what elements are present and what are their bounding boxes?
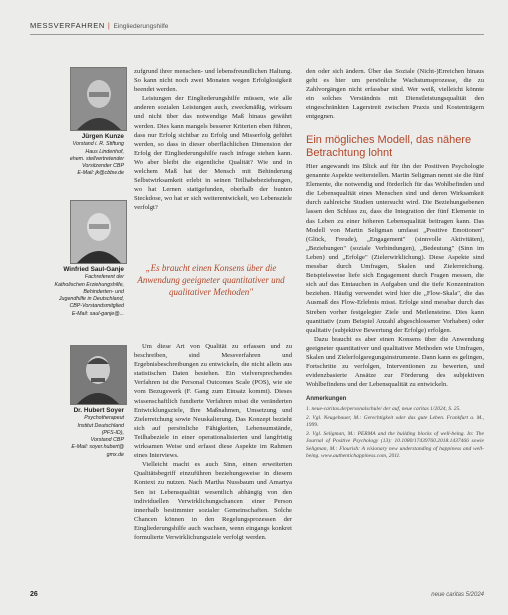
author-name: Dr. Hubert Soyer xyxy=(73,407,124,414)
bio-line: Vorstand CBP xyxy=(90,437,124,444)
section-title: MESSVERFAHREN xyxy=(30,21,105,30)
bio-line: Institut Deutschland xyxy=(77,422,124,429)
section-subtitle: Eingliederungshilfe xyxy=(113,23,169,30)
magazine-issue: neue caritas 5/2024 xyxy=(431,592,484,598)
running-header xyxy=(30,21,168,30)
paragraph: Leistungen der Eingliederungshilfe müssen, wie alle anderen sozialen Leistungen auch, zweckmäßig, wirksam und nicht über das notwendige Maß hinaus gewährt werden. Dies kann mangels besserer Kriterien eben führen, dass nur Erfolg sichtbar zu Erfolg und Misserfolg geführt werden, so dass in dieser oberflächlichen Dimension der Erfolg der Eingliederungshilfe rasch infrage stehen kann. Wo aber bleibt die eigentliche Qualität? Wie und in welchem Maß hat der Mensch mit Behinderung Selbstwirksamkeit erlebt in seinen Teilhabebeziehungen, wo hat Lernen stattgefunden, oberhalb der bunten Steckdose, wo hat er sich weiterentwickelt, wo Lebensziele verfolgt? xyxy=(134,95,292,212)
page-number: 26 xyxy=(30,591,38,598)
footnote: 1. neue-caritas.de/personalschule/ der auf, neue caritas 1/2024, S. 25. xyxy=(306,406,461,413)
author-photo-soyer xyxy=(70,345,127,405)
header-rule xyxy=(30,34,484,35)
author-name: Jürgen Kunze xyxy=(81,133,124,140)
bio-line: Vorsitzender CBP xyxy=(82,163,124,170)
author-name: Winfried Saul-Ganje xyxy=(63,266,124,273)
bio-line: Katholischen Erziehungshilfe, xyxy=(54,281,124,288)
bio-line: Behinderten- und xyxy=(83,288,124,295)
paragraph: Dazu braucht es aber einen Konsens über die Anwendung geeigneter quantitativer und qualitativer Methoden wie Umfragen, Skalen und Zielerfolgsregungsinstrumente. Dann kann es gelingen, Fortschritte zu verfolgen, Interventionen zu bewerten, und evidenzbasierte Ansätze zur Förderung des subjektiven Wohlbefindens und der Lebensqualität zu entwickeln. xyxy=(306,335,484,389)
bio-line: Haus Lindenhof, xyxy=(85,148,124,155)
paragraph: Um diese Art von Qualität zu erfassen und zu beschreiben, sind Messverfahren und Ergebnisbeschreibungen zu entwickeln, die nicht allein aus statistischen Daten bestehen. Ein vielversprechendes Verfahren ist die Personal Outcomes Scale (POS), wie sie vom Bezugswerk (F. Gang zum Einsatz kommt). Dieses wissenschaftlich fundierte Verfahren misst die veränderten Entwicklungsziele, Ihre Maßnahmen, Umsetzung und Zielerreichung sowie Neuskalierung. Das Konzept bezieht sich auf persönliche Fähigkeiten, Lebensumstände, Teilhabeziele in einer operationalisierten und langfristig wirksamen Weise und erfasst diese Aspekte im Rahmen eines Interviews. xyxy=(134,343,292,460)
bio-line: Fachreferent der xyxy=(84,274,124,281)
section-heading: Ein mögliches Modell, das nähere Betrachtung lohnt xyxy=(306,134,472,159)
bio-line: CBP-Vorstandsmitglied xyxy=(69,303,124,310)
paragraph: zufgrund ihrer menschen- und lebensfreundlichen Haltung. So kann nicht noch zwei Monaten wegen Erfolglosigkeit beendet werden. xyxy=(134,68,292,94)
author-photo-kunze xyxy=(70,67,127,131)
column-2-body xyxy=(306,162,484,462)
author-photo-saul-ganje xyxy=(70,200,127,264)
bio-line: E-Mail: jk@cbbw.de xyxy=(77,170,124,177)
bio-line: E-Mail: soyer.hubert@ xyxy=(71,444,124,451)
header-separator: | xyxy=(107,21,111,30)
author-bio-kunze xyxy=(30,133,124,178)
bio-line: Vorstand i. R. Stiftung xyxy=(72,141,124,148)
notes-title: Anmerkungen xyxy=(306,396,347,403)
bio-line: (PFS-ID), xyxy=(101,429,124,436)
author-bio-saul-ganje xyxy=(30,266,124,318)
paragraph: Hier angewandt ins Blick auf für ihn der Positiven Psychologie genannte Aspekte weiterstellen. Martin Seligman nennt sie die fünf Elemente, die notwendig und förderlich für das Wohlbefinden und die Lebensqualität eines Menschen sind und deren Wirksamkeit durch zahlreiche Studien untersucht wird. Die Beziehungsebenen lassen den Schluss zu, dass die Integration der fünf Elemente in das Leben zu einer höheren Lebensqualität beitragen kann. Das Modell von Martin Seligman umfasst „Positive Emotionen" (Glück, Freude), „Engagement" (sinnvolle Aktivitäten), „Beziehungen" (soziale Verbindungen), „Bedeutung" (Sinn im Leben) und „Erfolge" (Zielerwirklichung). Diese Aspekte sind messbar durch Umfragen, Skalen und Zielerreichung. Beispielsweise liefe sich Engagement durch Fragen messen, die sich auf das Eintauchen in Aufgaben und die tiefe Konzentration beziehen. Häufig verwendet wird hier die „Flow-Skala", die das Ausmaß des Flow-Erlebnis misst. Erfolge sind messbar durch das Streben vorher festgelegter Ziele und Meilensteine. Dies kann quantitativ (zum Beispiel Anzahl abgeschlossener Vorhaben) oder qualitativ (subjektive Bewertung der Erfolge) erfolgen. xyxy=(306,163,484,334)
author-bio-soyer xyxy=(30,407,124,459)
pull-quote: „Es braucht einen Konsens über die Anwendung geeigneter quantitativer und qualitativer Methoden" xyxy=(137,263,285,297)
column-1-bottom xyxy=(134,342,292,542)
bio-line: ehem. stellvertretender xyxy=(69,155,124,162)
paragraph: Vielleicht macht es auch Sinn, einen erweiterten Qualitätsbegriff einzuführen beziehungsweise in diesem Kontext zu nutzen. Nach Martha Nussbaum und Amartya Sen ist Lebensqualität wesentlich abhängig von den individuellen Verwirklichungschancen einer Person innerhalb bestimmter sozialer Gemeinschaften. Solche Chancen können in den Regelungsprozessen der Eingliederungshilfe auch wachsen, wenn eingangs konkret formulierte Verwirklichungsziele verfolgt werden. xyxy=(134,461,292,541)
paragraph: den oder sich ändern. Über das Soziale (Nicht-)Erreichen hinaus geht es hier um persönliche Wachstumsprozesse, die zu Zahlvorgängen nicht erfassbar sind. Wer weiß, vielleicht könnte ein solches Verständnis mit Dienstleistungsqualität den eingeschränkten Lagerstreit zwischen Praxis und Kostenträgern entgegnen. xyxy=(306,68,484,121)
bio-line: gmx.de xyxy=(106,451,124,458)
bio-line: Psychotherapeut xyxy=(84,415,124,422)
column-2-top xyxy=(306,67,484,122)
footnote: 2. Vgl. Neugebauer, M.: Gerechtigkeit oder das gute Leben. Frankfurt a. M., 1999. xyxy=(306,414,484,429)
bio-line: E-Mail: saul-ganje@... xyxy=(71,310,124,317)
footnote: 3. Vgl. Seligman, M.: PERMA and the building blocks of well-being. In: The Journal of Positive Psychology (13): 10.1080/17439760.2018.1437466 sowie Seligman, M.: Flourish: A visionary new understanding of happiness and well-being. www.authentichappiness.com, 2011. xyxy=(306,430,484,460)
column-1-top xyxy=(134,67,292,213)
bio-line: Jugendhilfe in Deutschland, xyxy=(58,296,124,303)
